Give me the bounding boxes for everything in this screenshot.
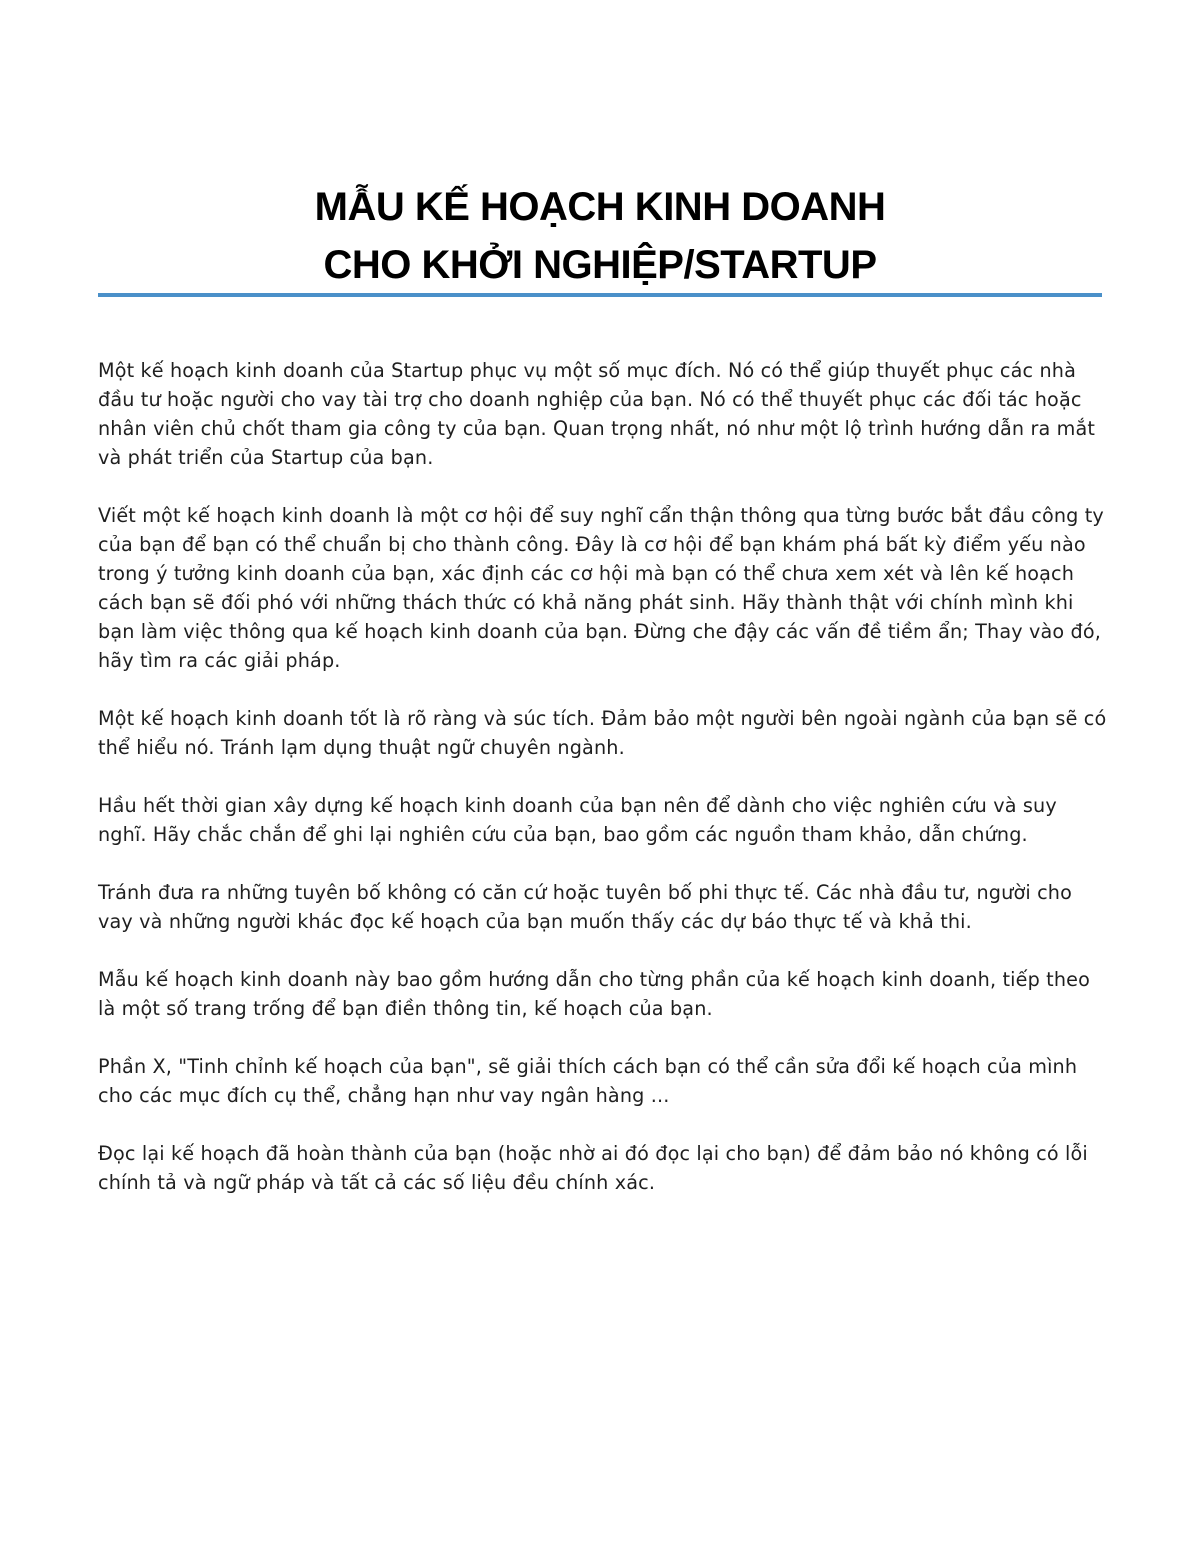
paragraph-template-guide: Mẫu kế hoạch kinh doanh này bao gồm hướng dẫn cho từng phần của kế hoạch kinh doanh, tiếp theo là một số trang trống để bạn điền thông tin, kế hoạch của bạn. bbox=[98, 968, 1090, 1020]
title-line-1: MẪU KẾ HOẠCH KINH DOANH bbox=[314, 185, 886, 229]
document-body bbox=[98, 356, 1110, 1226]
paragraph-clarity: Một kế hoạch kinh doanh tốt là rõ ràng và súc tích. Đảm bảo một người bên ngoài ngành của bạn sẽ có thể hiểu nó. Tránh lạm dụng thuật ngữ chuyên ngành. bbox=[98, 707, 1107, 759]
paragraph-purpose: Một kế hoạch kinh doanh của Startup phục vụ một số mục đích. Nó có thể giúp thuyết phục các nhà đầu tư hoặc người cho vay tài trợ cho doanh nghiệp của bạn. Nó có thể thuyết phục các đối tác hoặc nhân viên chủ chốt tham gia công ty của bạn. Quan trọng nhất, nó như một lộ trình hướng dẫn ra mắt và phát triển của Startup của bạn. bbox=[98, 359, 1096, 469]
document-title bbox=[98, 178, 1102, 294]
paragraph-section-x: Phần X, "Tinh chỉnh kế hoạch của bạn", sẽ giải thích cách bạn có thể cần sửa đổi kế hoạch của mình cho các mục đích cụ thể, chẳng hạn như vay ngân hàng ... bbox=[98, 1055, 1078, 1107]
paragraph-research: Hầu hết thời gian xây dựng kế hoạch kinh doanh của bạn nên để dành cho việc nghiên cứu và suy nghĩ. Hãy chắc chắn để ghi lại nghiên cứu của bạn, bao gồm các nguồn tham khảo, dẫn chứng. bbox=[98, 794, 1057, 846]
title-line-2: CHO KHỞI NGHIỆP/STARTUP bbox=[323, 243, 877, 287]
title-underline bbox=[98, 293, 1102, 297]
paragraph-realistic: Tránh đưa ra những tuyên bố không có căn cứ hoặc tuyên bố phi thực tế. Các nhà đầu tư, người cho vay và những người khác đọc kế hoạch của bạn muốn thấy các dự báo thực tế và khả thi. bbox=[98, 881, 1072, 933]
paragraph-proofread: Đọc lại kế hoạch đã hoàn thành của bạn (hoặc nhờ ai đó đọc lại cho bạn) để đảm bảo nó không có lỗi chính tả và ngữ pháp và tất cả các số liệu đều chính xác. bbox=[98, 1142, 1088, 1194]
paragraph-opportunity: Viết một kế hoạch kinh doanh là một cơ hội để suy nghĩ cẩn thận thông qua từng bước bắt đầu công ty của bạn để bạn có thể chuẩn bị cho thành công. Đây là cơ hội để bạn khám phá bất kỳ điểm yếu nào trong ý tưởng kinh doanh của bạn, xác định các cơ hội mà bạn có thể chưa xem xét và lên kế hoạch cách bạn sẽ đối phó với những thách thức có khả năng phát sinh. Hãy thành thật với chính mình khi bạn làm việc thông qua kế hoạch kinh doanh của bạn. Đừng che đậy các vấn đề tiềm ẩn; Thay vào đó, hãy tìm ra các giải pháp. bbox=[98, 504, 1104, 672]
